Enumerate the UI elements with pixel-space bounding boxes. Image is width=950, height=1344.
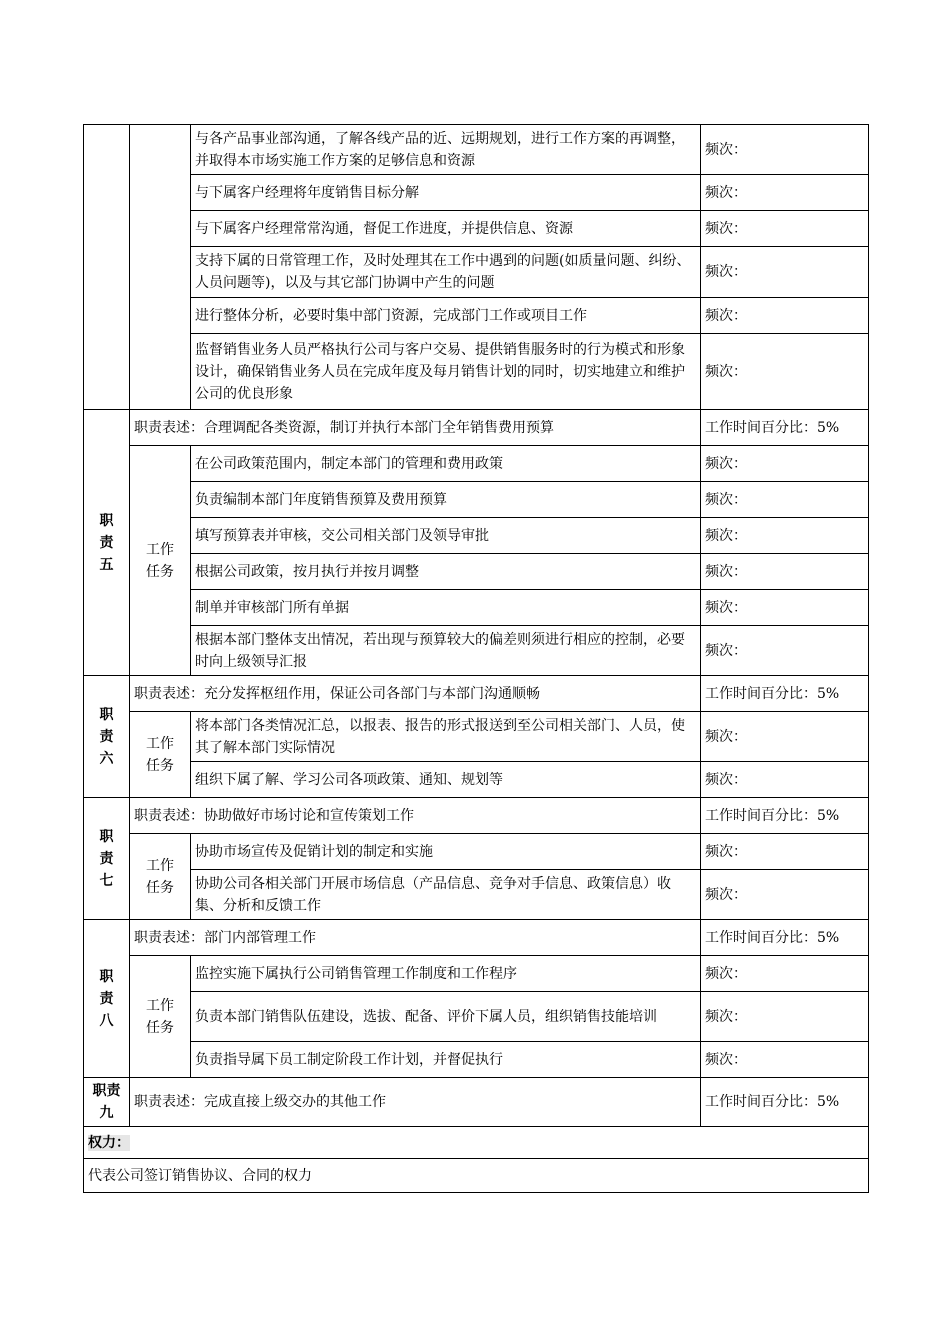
task-text: 监督销售业务人员严格执行公司与客户交易、提供销售服务时的行为模式和形象设计，确保销售业务人员在完成年度及每月销售计划的同时，切实地建立和维护公司的优良形象 [191,334,701,410]
duty-statement-row [84,920,869,956]
task-text: 制单并审核部门所有单据 [191,590,701,626]
table-row [84,518,869,554]
task-text: 负责编制本部门年度销售预算及费用预算 [191,482,701,518]
table-row [84,1042,869,1078]
task-frequency: 频次： [701,247,869,298]
duty-statement-row [84,676,869,712]
task-text: 在公司政策范围内，制定本部门的管理和费用政策 [191,446,701,482]
task-frequency: 频次： [701,554,869,590]
duty-label: 职责五 [84,410,130,676]
table-row [84,834,869,870]
duty-statement: 职责表述：部门内部管理工作 [130,920,701,956]
table-row [84,992,869,1042]
task-frequency: 频次： [701,518,869,554]
task-frequency: 频次： [701,298,869,334]
task-text: 协助公司各相关部门开展市场信息（产品信息、竞争对手信息、政策信息）收集、分析和反馈工作 [191,870,701,920]
duty-label: 职责七 [84,798,130,920]
table-row [84,956,869,992]
time-percentage: 工作时间百分比：5% [701,920,869,956]
task-frequency: 频次： [701,992,869,1042]
table-row [84,175,869,211]
table-row [84,247,869,298]
table-row [84,334,869,410]
table-row [84,125,869,175]
table-row [84,626,869,676]
task-frequency: 频次： [701,870,869,920]
authority-heading: 权力： [84,1127,869,1159]
duty-statement-row [84,410,869,446]
time-percentage: 工作时间百分比：5% [701,1078,869,1127]
task-frequency: 频次： [701,211,869,247]
table-row [84,590,869,626]
duty-statement: 职责表述：完成直接上级交办的其他工作 [130,1078,701,1127]
table-row [84,482,869,518]
job-description-table [83,124,869,1193]
time-percentage: 工作时间百分比：5% [701,798,869,834]
task-text: 将本部门各类情况汇总，以报表、报告的形式报送到至公司相关部门、人员，使其了解本部门实际情况 [191,712,701,762]
time-percentage: 工作时间百分比：5% [701,676,869,712]
authority-item-row [84,1159,869,1193]
table-row [84,712,869,762]
task-frequency: 频次： [701,762,869,798]
task-text: 支持下属的日常管理工作，及时处理其在工作中遇到的问题(如质量问题、纠纷、人员问题等)，以及与其它部门协调中产生的问题 [191,247,701,298]
table-row [84,870,869,920]
task-frequency: 频次： [701,446,869,482]
task-text: 协助市场宣传及促销计划的制定和实施 [191,834,701,870]
authority-heading-row [84,1127,869,1159]
work-task-label: 工作任务 [130,712,191,798]
table-row [84,446,869,482]
task-frequency: 频次： [701,125,869,175]
duty-statement-row [84,798,869,834]
task-text: 负责指导属下员工制定阶段工作计划，并督促执行 [191,1042,701,1078]
duty-label: 职责六 [84,676,130,798]
task-text: 填写预算表并审核，交公司相关部门及领导审批 [191,518,701,554]
task-frequency: 频次： [701,1042,869,1078]
work-task-label: 工作任务 [130,834,191,920]
work-task-label: 工作任务 [130,446,191,676]
task-frequency: 频次： [701,626,869,676]
task-frequency: 频次： [701,175,869,211]
task-frequency: 频次： [701,712,869,762]
task-frequency: 频次： [701,334,869,410]
task-text: 根据公司政策，按月执行并按月调整 [191,554,701,590]
task-frequency: 频次： [701,482,869,518]
duty-label-cell [84,125,130,410]
table-row [84,762,869,798]
task-text: 与下属客户经理常常沟通，督促工作进度，并提供信息、资源 [191,211,701,247]
task-text: 组织下属了解、学习公司各项政策、通知、规划等 [191,762,701,798]
table-row [84,554,869,590]
table-row [84,211,869,247]
task-frequency: 频次： [701,590,869,626]
task-text: 监控实施下属执行公司销售管理工作制度和工作程序 [191,956,701,992]
task-frequency: 频次： [701,956,869,992]
duty-statement: 职责表述：合理调配各类资源，制订并执行本部门全年销售费用预算 [130,410,701,446]
task-text: 负责本部门销售队伍建设，选拔、配备、评价下属人员，组织销售技能培训 [191,992,701,1042]
task-text: 与下属客户经理将年度销售目标分解 [191,175,701,211]
task-text: 与各产品事业部沟通，了解各线产品的近、远期规划，进行工作方案的再调整，并取得本市场实施工作方案的足够信息和资源 [191,125,701,175]
task-text: 根据本部门整体支出情况，若出现与预算较大的偏差则须进行相应的控制，必要时向上级领导汇报 [191,626,701,676]
duty-label: 职责八 [84,920,130,1078]
table-row [84,298,869,334]
duty-statement-row [84,1078,869,1127]
duty-statement: 职责表述：协助做好市场讨论和宣传策划工作 [130,798,701,834]
work-task-label: 工作任务 [130,956,191,1078]
duty-label: 职责九 [84,1078,130,1127]
task-frequency: 频次： [701,834,869,870]
authority-item: 代表公司签订销售协议、合同的权力 [84,1159,869,1193]
time-percentage: 工作时间百分比：5% [701,410,869,446]
duty-statement: 职责表述：充分发挥枢纽作用，保证公司各部门与本部门沟通顺畅 [130,676,701,712]
task-text: 进行整体分析，必要时集中部门资源，完成部门工作或项目工作 [191,298,701,334]
work-task-label-cell [130,125,191,410]
